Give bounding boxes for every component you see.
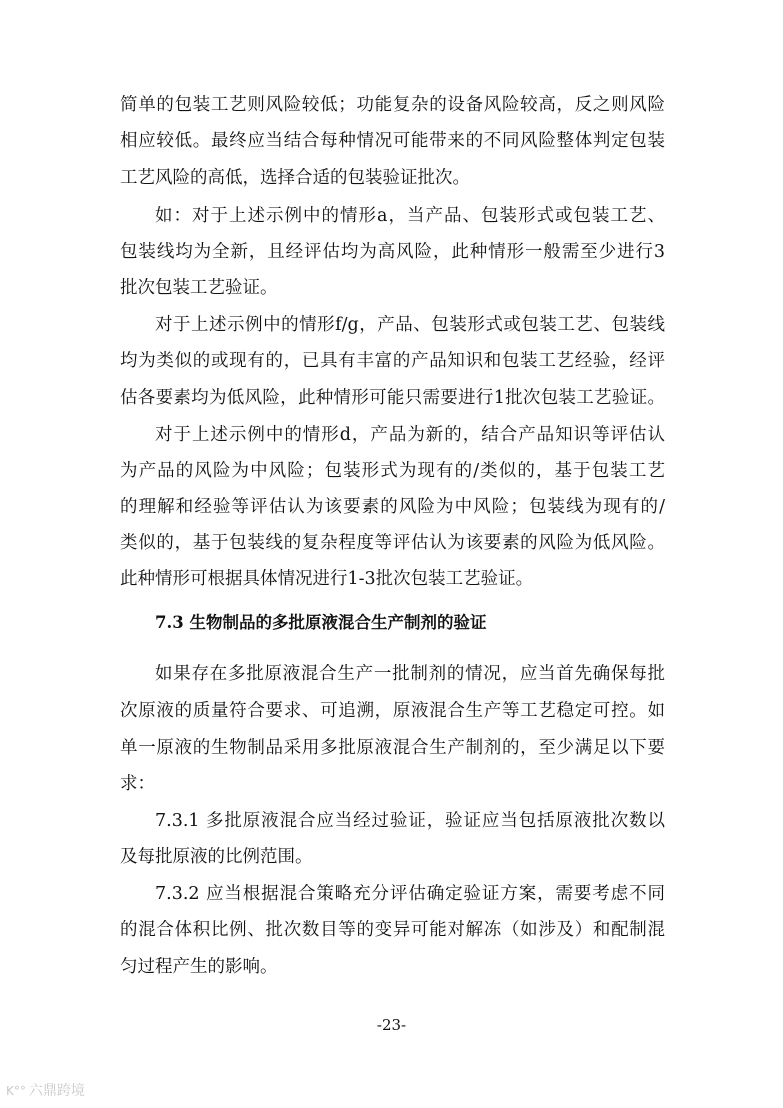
text-line: 包装线均为全新，且经评估均为高风险，此种情形一般需至少进行3 [120,242,665,262]
watermark [6,1080,85,1100]
text-line: 如果存在多批原液混合生产一批制剂的情况，应当首先确保每批 [155,664,665,684]
text-line: 估各要素均为低风险，此种情形可能只需要进行1批次包装工艺验证。 [120,388,665,408]
text-line: 工艺风险的高低，选择合适的包装验证批次。 [120,168,470,188]
text-line: 为产品的风险为中风险；包装形式为现有的/类似的，基于包装工艺 [120,461,665,481]
text-line: 匀过程产生的影响。 [120,957,278,977]
section-heading: 7.3 生物制品的多批原液混合生产制剂的验证 [155,613,487,632]
text-line: 对于上述示例中的情形d，产品为新的，结合产品知识等评估认 [155,425,665,445]
watermark-logo-icon: K°° [6,1084,26,1098]
text-line: 次原液的质量符合要求、可追溯，原液混合生产等工艺稳定可控。如 [120,701,665,721]
text-line: 如：对于上述示例中的情形a，当产品、包装形式或包装工艺、 [155,206,665,226]
text-line: 的理解和经验等评估认为该要素的风险为中风险；包装线为现有的/ [120,497,665,517]
text-line: 相应较低。最终应当结合每种情况可能带来的不同风险整体判定包装 [120,131,665,151]
text-line: 及每批原液的比例范围。 [120,847,313,867]
text-line: 批次包装工艺验证。 [120,278,278,298]
text-line: 此种情形可根据具体情况进行1-3批次包装工艺验证。 [120,569,534,589]
text-line: 7.3.1 多批原液混合应当经过验证，验证应当包括原液批次数以 [155,811,665,831]
text-line: 对于上述示例中的情形f/g，产品、包装形式或包装工艺、包装线 [155,315,665,335]
text-line: 7.3.2 应当根据混合策略充分评估确定验证方案，需要考虑不同 [155,884,665,904]
text-line: 简单的包装工艺则风险较低；功能复杂的设备风险较高，反之则风险 [120,95,665,115]
text-line: 单一原液的生物制品采用多批原液混合生产制剂的，至少满足以下要 [120,738,665,758]
text-line: 求： [120,774,155,794]
text-line: 均为类似的或现有的，已具有丰富的产品知识和包装工艺经验，经评 [120,351,665,371]
page-number: -23- [376,1016,407,1034]
watermark-text: 六鼎跨境 [28,1083,85,1099]
text-line: 类似的，基于包装线的复杂程度等评估认为该要素的风险为低风险。 [120,533,665,553]
text-line: 的混合体积比例、批次数目等的变异可能对解冻（如涉及）和配制混 [120,920,665,940]
